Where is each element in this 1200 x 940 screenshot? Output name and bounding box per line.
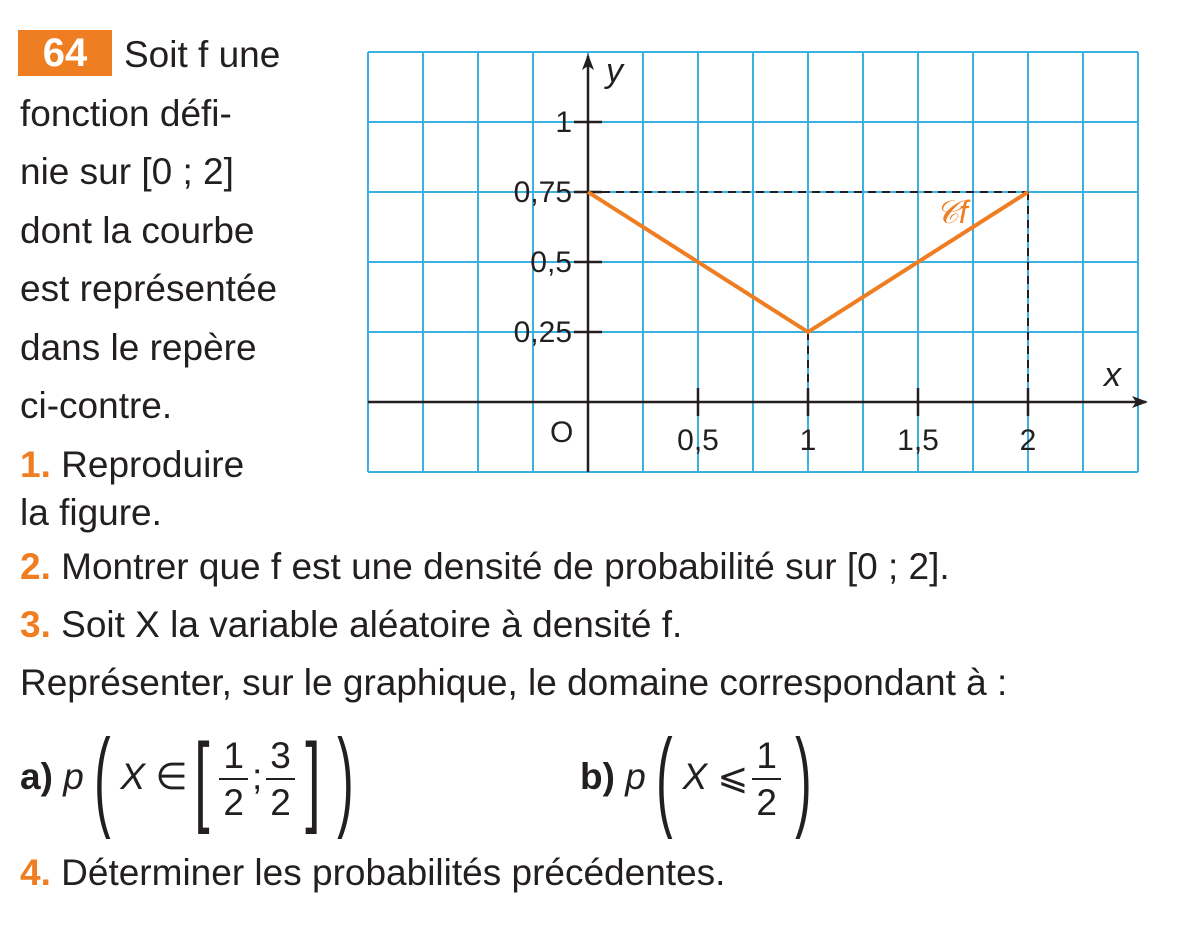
right-paren: ): [336, 717, 354, 840]
question-3a-variable: X ∈: [120, 755, 188, 797]
question-3-text: Soit X la variable aléatoire à densité f.: [61, 604, 683, 645]
question-3: [20, 604, 682, 646]
x-tick-label: 0,5: [677, 424, 719, 457]
intro-line-1: Soit f une: [124, 34, 281, 75]
exercise-number-badge: 64: [18, 30, 112, 76]
question-3b-label: b): [580, 755, 615, 797]
y-tick-label: 1: [555, 106, 572, 139]
exercise-intro: [20, 26, 308, 494]
right-paren: ): [795, 717, 812, 840]
intro-line-2: fonction défi-: [20, 92, 232, 134]
left-paren: (: [655, 717, 673, 840]
question-3b-p: p: [625, 755, 646, 797]
intro-line-3: nie sur [0 ; 2]: [20, 151, 234, 192]
question-3a: [20, 717, 363, 840]
x-tick-label: 1: [799, 424, 817, 457]
curve-label: 𝒞f: [935, 193, 968, 230]
fraction-three-halves: $\frac{3}{2}$: [266, 737, 295, 821]
origin-label: O: [550, 416, 574, 449]
y-tick-label: 0,5: [530, 246, 572, 279]
question-3b-variable: X ⩽: [682, 755, 749, 797]
question-1-text: Reproduire: [61, 443, 245, 485]
intro-line-7: ci-contre.: [20, 385, 173, 426]
question-1-number: 1.: [20, 443, 51, 485]
left-bracket: [: [193, 723, 210, 835]
y-axis-label: y: [606, 52, 623, 90]
question-4-number: 4.: [20, 852, 51, 893]
y-tick-label: 0,75: [513, 176, 572, 209]
intro-line-4: dont la courbe: [20, 209, 255, 251]
function-graph: [366, 50, 1156, 480]
x-axis-label: x: [1104, 356, 1121, 394]
intro-line-6: dans le repère: [20, 326, 257, 368]
question-3-number: 3.: [20, 604, 51, 645]
question-3a-label: a): [20, 755, 53, 797]
grid: [368, 52, 1138, 472]
question-2: [20, 546, 950, 588]
left-paren: (: [93, 717, 111, 840]
fraction-one-half: $\frac{1}{2}$: [219, 737, 248, 821]
x-tick-label: 2: [1019, 424, 1037, 457]
question-3b: [580, 717, 822, 840]
y-tick-label: 0,25: [513, 316, 572, 349]
x-tick-label: 1,5: [897, 424, 939, 457]
intro-line-5: est représentée: [20, 268, 278, 309]
right-bracket: ]: [305, 723, 321, 835]
question-2-number: 2.: [20, 546, 51, 587]
question-3-instruction: Représenter, sur le graphique, le domaine correspondant à :: [20, 662, 1008, 703]
question-4: [20, 852, 725, 894]
question-4-text: Déterminer les probabilités précédentes.: [61, 852, 726, 893]
fraction-one-half: $\frac{1}{2}$: [752, 737, 781, 821]
question-1-continuation: la figure.: [20, 492, 162, 533]
question-2-text: Montrer que f est une densité de probabilité sur [0 ; 2].: [61, 546, 950, 587]
question-3a-p: p: [63, 755, 84, 797]
interval-separator: ;: [251, 755, 263, 797]
